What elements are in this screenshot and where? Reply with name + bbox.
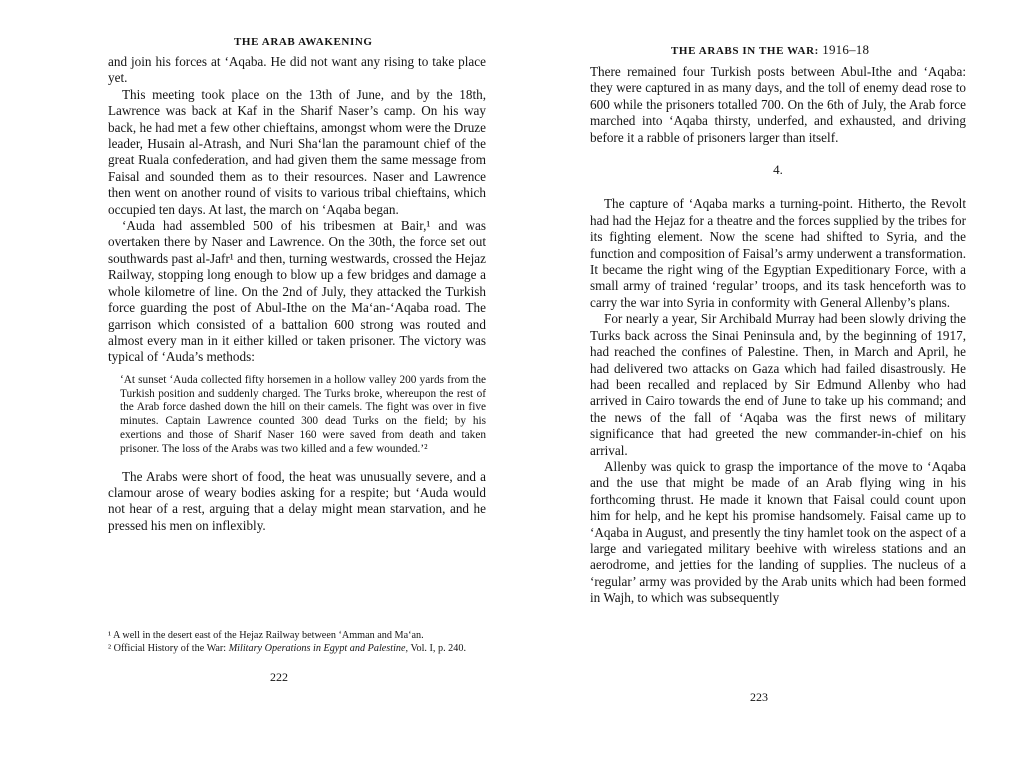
right-page-body [590, 64, 966, 607]
running-head-left: THE ARAB AWAKENING [234, 36, 373, 48]
paragraph: There remained four Turkish posts between Abul-Ithe and ‘Aqaba: they were captured in as many days, and the toll of enemy dead rose to 600 while the prisoners totalled 700. On the 6th of July, the Arab force marched into ‘Aqaba thirsty, underfed, and exhausted, and driving before it a rabble of prisoners larger than itself. [590, 64, 966, 145]
paragraph: ‘Auda had assembled 500 of his tribesmen at Bair,¹ and was overtaken there by Naser and Lawrence. On the 30th, the force set out southwards past al-Jafr¹ and then, turning westwards, crossed the Hejaz Railway, stopping long enough to blow up a few bridges and damage a whole kilometre of line. On the 2nd of July, they attacked the Turkish force guarding the post of Abul-Ithe on the Ma‘an-‘Aqaba road. The garrison which consisted of a battalion 600 strong was routed and almost every man in it either killed or taken prisoner. The victory was typical of ‘Auda’s methods: [108, 218, 486, 365]
block-quote: ‘At sunset ‘Auda collected fifty horsemen in a hollow valley 200 yards from the Turkish position and suddenly charged. The Turks broke, whereupon the rest of the Arab force dashed down the hill on their camels. The fight was over in five minutes. Captain Lawrence counted 300 dead Turks on the field; by his exertions and those of Sharif Naser 160 were saved from death and taken prisoner. The loss of the Arabs was two killed and a few wounded.’² [120, 373, 486, 455]
paragraph: The capture of ‘Aqaba marks a turning-point. Hitherto, the Revolt had had the Hejaz for a theatre and the forces supplied by the tribes for its fighting element. Now the scene had shifted to Syria, and the function and composition of Faisal’s army underwent a transformation. It became the right wing of the Egyptian Expeditionary Force, with a small army of trained ‘regular’ troops, and its task henceforth was to carry the war into Syria in conformity with General Allenby’s plans. [590, 196, 966, 310]
footnote: ¹ A well in the desert east of the Hejaz Railway between ‘Amman and Ma‘an. [108, 630, 424, 641]
paragraph: For nearly a year, Sir Archibald Murray had been slowly driving the Turks back across the Sinai Peninsula and, by the beginning of 1917, had reached the confines of Palestine. Then, in March and April, he had delivered two attacks on Gaza which had failed disastrously. He had been recalled and replaced by Sir Edmund Allenby who had arrived in Cairo towards the end of June to take up his command; and the news of the fall of ‘Aqaba was the first news of military significance that had greeted the new commander-in-chief on his arrival. [590, 311, 966, 458]
left-page-body [108, 54, 486, 534]
footnote: ² Official History of the War: Military Operations in Egypt and Palestine, Vol. I, p. 240. [108, 643, 467, 654]
paragraph: The Arabs were short of food, the heat was unusually severe, and a clamour arose of weary bodies asking for a respite; but ‘Auda would not hear of a rest, arguing that a delay might mean starvation, and he pressed his men on inflexibly. [108, 468, 486, 533]
paragraph: and join his forces at ‘Aqaba. He did not want any rising to take place yet. [108, 54, 486, 86]
page-number: 222 [270, 670, 288, 684]
section-number: 4. [773, 162, 783, 178]
paragraph: This meeting took place on the 13th of June, and by the 18th, Lawrence was back at Kaf in the Sharif Naser’s camp. On his way back, he had met a few other chieftains, amongst whom were the Druze leader, Husain al-Atrash, and Nuri Sha‘lan the paramount chief of the great Ruala confederation, and had given them the same message from Faisal and sounded them as to their resources. Naser and Lawrence then went on another round of visits to various tribal chieftains, which occupied ten days. At last, the march on ‘Aqaba began. [108, 86, 486, 217]
paragraph: Allenby was quick to grasp the importance of the move to ‘Aqaba and the use that might be made of an Arab flying wing in his forthcoming thrust. He made it known that Faisal could count upon him for help, and he kept his promise handsomely. Faisal came up to ‘Aqaba in August, and presently the tiny hamlet took on the aspect of a large and variegated military beehive with wireless stations and an aerodrome, and jetties for the landing of supplies. The nucleus of a ‘regular’ army was provided by the Arab units which had been formed in Wajh, to which was subsequently [590, 458, 966, 606]
running-head-right: THE ARABS IN THE WAR: 1916–18 [671, 42, 870, 57]
page-number: 223 [750, 690, 768, 704]
footnotes [108, 630, 486, 656]
